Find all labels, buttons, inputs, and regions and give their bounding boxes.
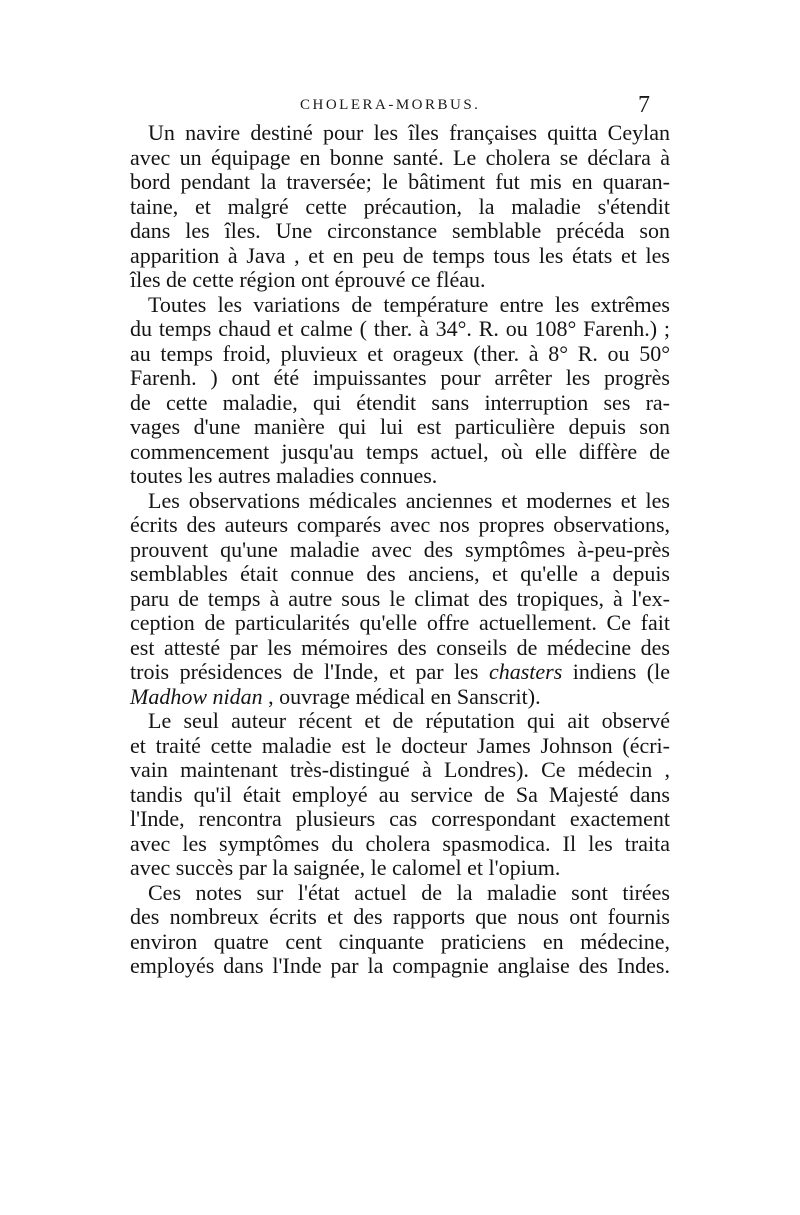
text-line: tandis qu'il était employé au service de Sa Majesté dans — [130, 781, 670, 807]
text-line: Les observations médicales anciennes et modernes et les — [148, 487, 670, 513]
running-head: CHOLERA-MORBUS. — [300, 97, 481, 113]
text-line: est attesté par les mémoires des conseils de médecine des — [130, 634, 670, 660]
text-line: vain maintenant très-distingué à Londres). Ce médecin , — [130, 757, 670, 782]
text-line: au temps froid, pluvieux et orageux (ther. à 8° R. ou 50° — [130, 340, 670, 366]
text-line: et traité cette maladie est le docteur James Johnson (écri- — [130, 732, 670, 758]
text-line: semblables était connue des anciens, et qu'elle a depuis — [130, 561, 670, 586]
text-line: Un navire destiné pour les îles françaises quitta Ceylan — [148, 120, 670, 145]
text-line: Toutes les variations de température entre les extrêmes — [148, 291, 670, 317]
text-line: des nombreux écrits et des rapports que nous ont fournis — [130, 904, 670, 929]
text-line: employés dans l'Inde par la compagnie anglaise des Indes. — [130, 953, 670, 978]
text-line: environ quatre cent cinquante praticiens en médecine, — [130, 928, 670, 954]
text-line: commencement jusqu'au temps actuel, où elle diffère de — [130, 438, 670, 464]
text-line: îles de cette région ont éprouvé ce fléau. — [130, 267, 486, 292]
text-line: vages d'une manière qui lui est particulière depuis son — [130, 414, 670, 439]
text-line: du temps chaud et calme ( ther. à 34°. R. ou 108° Farenh.) ; — [130, 316, 670, 341]
italic-title: chasters — [488, 659, 563, 684]
text-line: prouvent qu'une maladie avec des symptômes à-peu-près — [130, 536, 670, 562]
page-number: 7 — [638, 92, 650, 118]
body-text — [130, 121, 670, 979]
text-line: avec un équipage en bonne santé. Le cholera se déclara à — [130, 144, 670, 170]
text-line: Farenh. ) ont été impuissantes pour arrêter les progrès — [130, 365, 670, 390]
text-line: apparition à Java , et en peu de temps tous les états et les — [130, 242, 670, 268]
text-line: Le seul auteur récent et de réputation qui ait observé — [148, 708, 670, 733]
text-line: toutes les autres maladies connues. — [130, 463, 438, 488]
text-line: l'Inde, rencontra plusieurs cas correspondant exactement — [130, 806, 670, 831]
text-line: trois présidences de l'Inde, et par les chasters indiens (le — [130, 659, 670, 684]
text-line: écrits des auteurs comparés avec nos propres observations, — [130, 512, 670, 537]
text-line: dans les îles. Une circonstance semblable précéda son — [130, 218, 670, 243]
text-line: Madhow nidan , ouvrage médical en Sanscrit). — [130, 683, 541, 709]
text-line: taine, et malgré cette précaution, la maladie s'étendit — [130, 193, 670, 219]
italic-title: Madhow nidan — [130, 683, 263, 709]
text-line: de cette maladie, qui étendit sans interruption ses ra- — [130, 389, 670, 415]
text-line: avec les symptômes du cholera spasmodica. Il les traita — [130, 830, 670, 856]
text-line: avec succès par la saignée, le calomel et l'opium. — [130, 855, 561, 880]
text-line: ception de particularités qu'elle offre actuellement. Ce fait — [130, 610, 670, 635]
text-line: Ces notes sur l'état actuel de la maladie sont tirées — [148, 879, 670, 905]
text-line: paru de temps à autre sous le climat des tropiques, à l'ex- — [130, 585, 670, 611]
text-line: bord pendant la traversée; le bâtiment fut mis en quaran- — [130, 169, 670, 194]
